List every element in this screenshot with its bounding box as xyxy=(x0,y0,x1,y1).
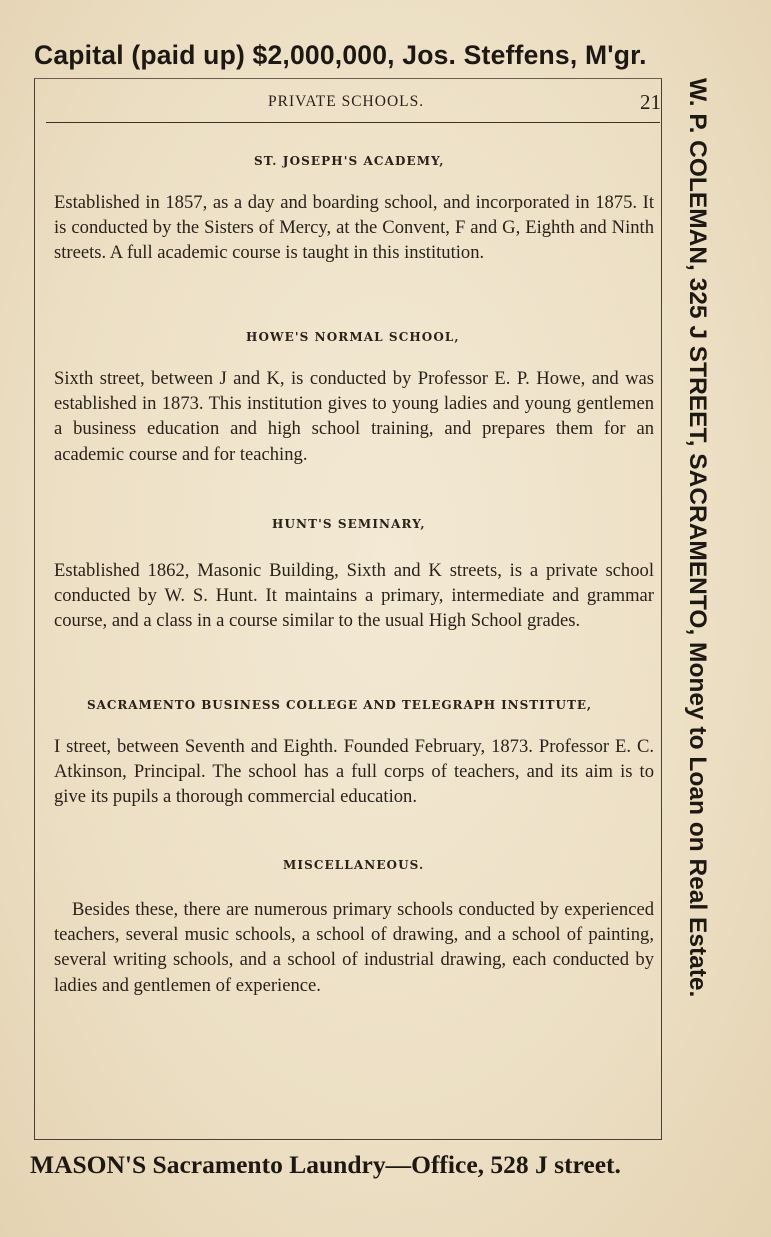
bottom-advertisement: MASON'S Sacramento Laundry—Office, 528 J street. xyxy=(30,1150,621,1179)
section-heading-howes: HOWE'S NORMAL SCHOOL, xyxy=(246,330,460,344)
top-advertisement: Capital (paid up) $2,000,000, Jos. Steffens, M'gr. xyxy=(34,40,647,70)
section-text-hunts: Established 1862, Masonic Building, Sixth and K streets, is a private school conducted by W. S. Hunt. It maintains a primary, intermediate and grammar course, and a class in a course similar to the usual High School grades. xyxy=(54,560,654,632)
section-heading-hunts: HUNT'S SEMINARY, xyxy=(272,517,426,531)
section-text-business-college: I street, between Seventh and Eighth. Founded February, 1873. Professor E. C. Atkinson, Principal. The school has a full corps of teachers, and its aim is to give its pupils a thorough commercial education. xyxy=(54,736,654,808)
section-text-miscellaneous: Besides these, there are numerous primary schools conducted by experienced teachers, several music schools, a school of drawing, and a school of painting, several writing schools, and a school of industrial drawing, each conducted by ladies and gentlemen of experience. xyxy=(54,899,654,996)
section-text-st-josephs: Established in 1857, as a day and boarding school, and incorporated in 1875. It is conducted by the Sisters of Mercy, at the Convent, F and G, Eighth and Ninth streets. A full academic course is taught in this institution. xyxy=(54,192,654,264)
section-heading-st-josephs: ST. JOSEPH'S ACADEMY, xyxy=(254,154,445,168)
header-rule xyxy=(46,122,660,123)
running-head: PRIVATE SCHOOLS. xyxy=(268,93,425,110)
page-number: 21 xyxy=(640,90,661,114)
section-text-howes: Sixth street, between J and K, is conducted by Professor E. P. Howe, and was established in 1873. This institution gives to young ladies and young gentlemen a business education and high school training, and prepares them for an academic course and for teaching. xyxy=(54,368,654,465)
section-heading-business-college: SACRAMENTO BUSINESS COLLEGE AND TELEGRAPH INSTITUTE, xyxy=(87,698,593,712)
section-heading-miscellaneous: MISCELLANEOUS. xyxy=(283,858,425,872)
side-advertisement: W. P. COLEMAN, 325 J STREET, SACRAMENTO, Money to Loan on Real Estate. xyxy=(684,78,711,998)
